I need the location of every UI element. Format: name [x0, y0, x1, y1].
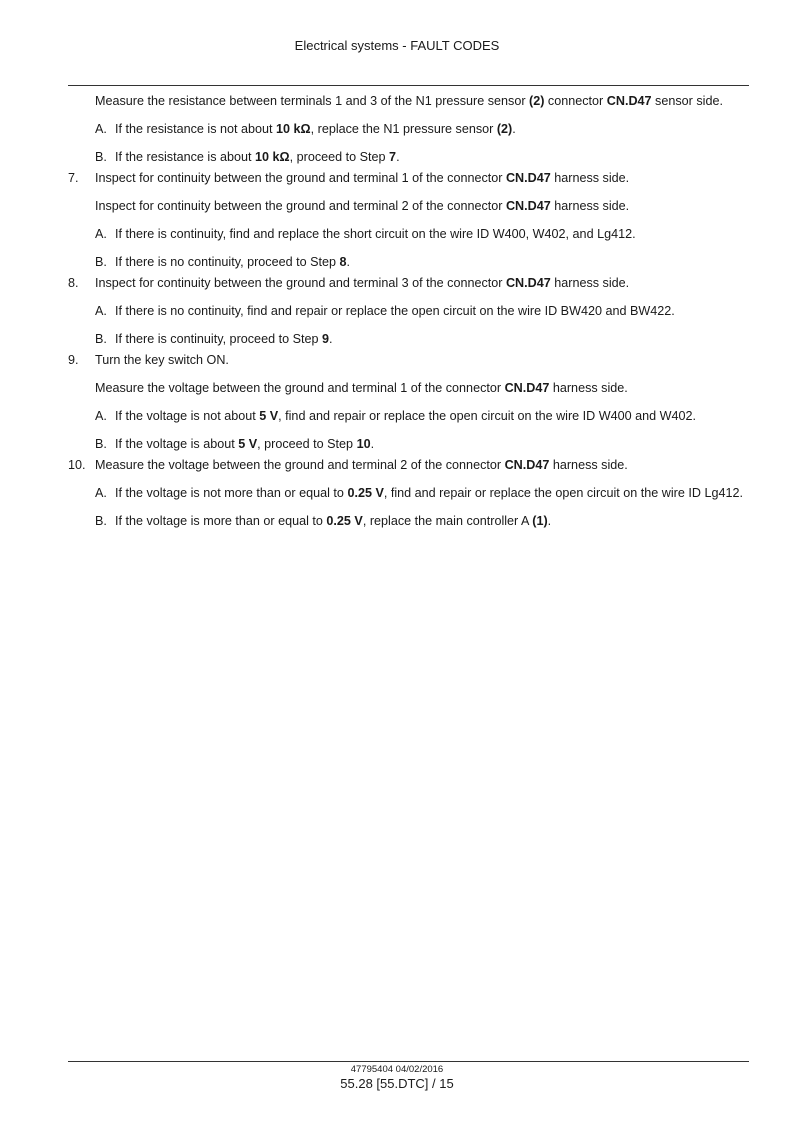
bold-text: (1) — [532, 514, 548, 528]
text-run: Measure the voltage between the ground and terminal 2 of the connector — [95, 458, 505, 472]
text-run: . — [396, 150, 400, 164]
text-run: Measure the resistance between terminals 1 and 3 of the N1 pressure sensor — [95, 94, 530, 108]
page-header-title: Electrical systems - FAULT CODES — [294, 38, 500, 53]
text-run: Inspect for continuity between the ground and terminal 1 of the connector — [95, 171, 506, 185]
text-run: , replace the main controller A — [362, 514, 533, 528]
bold-text: CN.D47 — [504, 458, 550, 472]
text-run: , find and repair or replace the open circuit on the wire ID Lg412. — [383, 486, 743, 500]
text-run: Inspect for continuity between the ground and terminal 2 of the connector — [95, 199, 506, 213]
procedure-paragraph — [68, 381, 750, 396]
text-run: . — [547, 514, 552, 528]
text-run: Inspect for continuity between the ground and terminal 3 of the connector — [95, 276, 506, 290]
text-run: , proceed to Step — [289, 150, 390, 164]
step-number: 9. — [68, 353, 79, 367]
text-run: If the voltage is more than or equal to — [115, 514, 327, 528]
step-number: 8. — [68, 276, 79, 290]
bold-text: CN.D47 — [505, 199, 551, 213]
document-code: 47795404 04/02/2016 — [350, 1064, 444, 1075]
procedure-step — [68, 353, 750, 368]
text-run: harness side. — [550, 199, 630, 213]
substep-letter: A. — [95, 122, 107, 136]
text-run: sensor side. — [651, 94, 723, 108]
bold-text: 9 — [321, 332, 329, 346]
text-run: If the voltage is about — [115, 437, 239, 451]
text-run: . — [512, 122, 516, 136]
text-run: . — [329, 332, 333, 346]
procedure-step — [68, 458, 750, 473]
text-run: harness side. — [549, 458, 628, 472]
procedure-substep — [68, 437, 750, 452]
page-reference: 55.28 [55.DTC] / 15 — [340, 1076, 454, 1091]
substep-letter: B. — [95, 514, 107, 528]
substep-letter: A. — [95, 227, 107, 241]
procedure-substep — [68, 122, 750, 137]
text-run: If the voltage is not more than or equal to — [115, 486, 348, 500]
text-run: If there is continuity, find and replace the short circuit on the wire ID W400, W402, and Lg412. — [115, 227, 636, 241]
text-run: , find and repair or replace the open circuit on the wire ID W400 and W402. — [278, 409, 697, 423]
text-run: If there is no continuity, find and repair or replace the open circuit on the wire ID BW420 and BW422. — [115, 304, 675, 318]
bold-text: (2) — [496, 122, 513, 136]
procedure-substep — [68, 514, 750, 529]
procedure-paragraph — [68, 94, 750, 109]
bold-text: CN.D47 — [505, 171, 551, 185]
bold-text: 10 kΩ — [255, 150, 290, 164]
header-divider — [68, 85, 749, 86]
step-number: 7. — [68, 171, 79, 185]
text-run: If there is continuity, proceed to Step — [115, 332, 322, 346]
procedure-step — [68, 276, 750, 291]
procedure-substep — [68, 486, 750, 501]
bold-text: CN.D47 — [504, 381, 550, 395]
text-run: Measure the voltage between the ground and terminal 1 of the connector — [95, 381, 505, 395]
text-run: connector — [544, 94, 607, 108]
bold-text: CN.D47 — [606, 94, 652, 108]
procedure-substep — [68, 255, 750, 270]
procedure-substep — [68, 227, 750, 242]
procedure-step — [68, 171, 750, 186]
procedure-content — [68, 94, 750, 529]
text-run: . — [346, 255, 351, 269]
footer-divider — [68, 1061, 749, 1062]
text-run: If the voltage is not about — [115, 409, 260, 423]
bold-text: CN.D47 — [505, 276, 551, 290]
bold-text: 10 kΩ — [276, 122, 311, 136]
text-run: If the resistance is not about — [115, 122, 277, 136]
text-run: . — [370, 437, 375, 451]
procedure-substep — [68, 304, 750, 319]
substep-letter: A. — [95, 409, 107, 423]
text-run: Turn the key switch ON. — [95, 353, 229, 367]
procedure-substep — [68, 150, 750, 165]
substep-letter: A. — [95, 304, 107, 318]
step-number: 10. — [68, 458, 86, 472]
procedure-substep — [68, 409, 750, 424]
text-run: , proceed to Step — [257, 437, 357, 451]
text-run: If there is no continuity, proceed to Step — [115, 255, 340, 269]
substep-letter: B. — [95, 255, 107, 269]
procedure-substep — [68, 332, 750, 347]
bold-text: 0.25 V — [347, 486, 384, 500]
bold-text: 10 — [356, 437, 371, 451]
text-run: If the resistance is about — [115, 150, 256, 164]
substep-letter: B. — [95, 332, 107, 346]
text-run: harness side. — [550, 171, 630, 185]
substep-letter: B. — [95, 150, 107, 164]
bold-text: 5 V — [238, 437, 258, 451]
procedure-paragraph — [68, 199, 750, 214]
bold-text: (2) — [529, 94, 545, 108]
bold-text: 0.25 V — [326, 514, 363, 528]
text-run: harness side. — [549, 381, 628, 395]
bold-text: 5 V — [259, 409, 279, 423]
bold-text: 8 — [339, 255, 347, 269]
text-run: , replace the N1 pressure sensor — [310, 122, 497, 136]
text-run: harness side. — [550, 276, 630, 290]
bold-text: 7 — [389, 150, 397, 164]
substep-letter: B. — [95, 437, 107, 451]
substep-letter: A. — [95, 486, 107, 500]
